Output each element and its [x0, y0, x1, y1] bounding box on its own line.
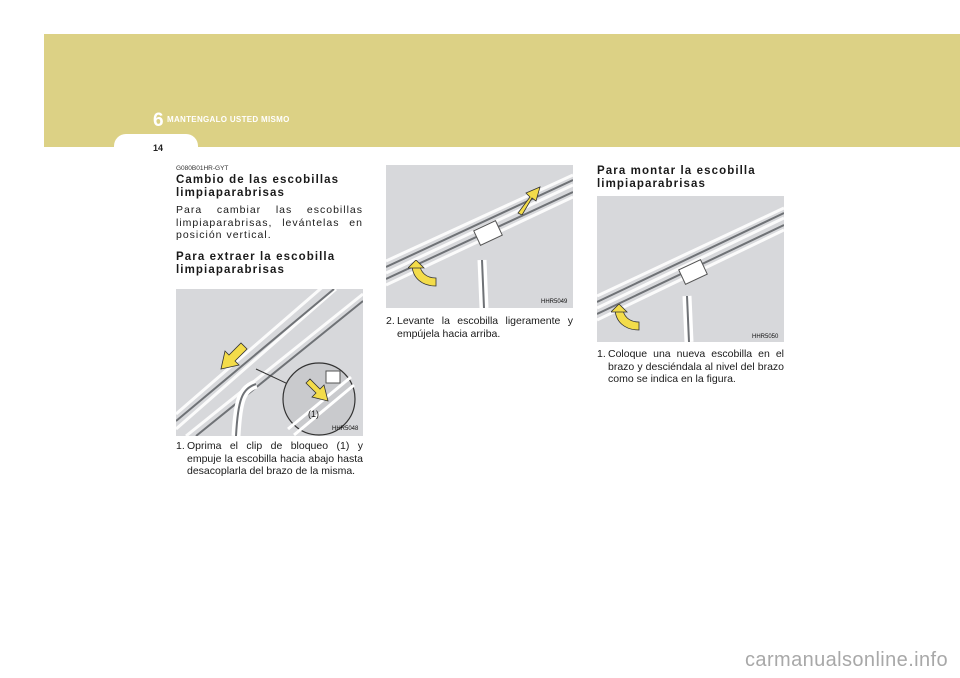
figure-install-blade	[597, 196, 784, 342]
clip-arrow-icon	[304, 377, 330, 403]
step-text: Levante la escobilla ligeramente y empújela hacia arriba.	[397, 315, 573, 340]
left-step	[176, 440, 363, 478]
step-1-remove	[176, 440, 363, 478]
step-2-lift	[386, 315, 573, 340]
middle-step	[386, 315, 573, 340]
page-number: 14	[153, 143, 164, 153]
step-number: 1.	[176, 440, 185, 452]
arrow-up-right-icon	[516, 185, 542, 215]
install-heading: Para montar la escobilla limpiaparabrisas	[597, 165, 756, 190]
figure-remove-blade	[176, 289, 363, 436]
figure-code-hhr5049: HHR5049	[541, 299, 568, 305]
right-step	[597, 348, 784, 386]
rotate-arrow-icon	[408, 260, 438, 290]
chapter-number: 6	[153, 110, 164, 131]
right-column	[597, 165, 784, 191]
section-code: G080B01HR-GYT	[176, 165, 229, 172]
figure-lift-blade	[386, 165, 573, 308]
step-1-install	[597, 348, 784, 386]
figure-code-hhr5050: HHR5050	[752, 334, 779, 340]
watermark: carmanualsonline.info	[745, 649, 948, 671]
step-number: 2.	[386, 315, 395, 327]
step-text: Oprima el clip de bloqueo (1) y empuje la escobilla hacia abajo hasta desacoplarla del brazo de la misma.	[187, 440, 363, 477]
step-text: Coloque una nueva escobilla en el brazo y desciéndala al nivel del brazo como se indica en la figura.	[608, 348, 784, 385]
intro-paragraph: Para cambiar las escobillas limpiaparabrisas, levántelas en posición vertical.	[176, 204, 363, 241]
left-column	[176, 165, 363, 277]
lower-arrow-icon	[611, 304, 641, 334]
callout-label: (1)	[308, 409, 319, 419]
figure-code-hhr5048: HHR5048	[332, 426, 359, 432]
arrow-down-left-icon	[219, 341, 249, 371]
chapter-header-band	[44, 34, 960, 147]
step-number: 1.	[597, 348, 606, 360]
section-heading: Cambio de las escobillas limpiaparabrisas	[176, 174, 340, 199]
remove-subheading: Para extraer la escobilla limpiaparabrisas	[176, 250, 336, 276]
chapter-title: MANTENGALO USTED MISMO	[167, 115, 290, 124]
